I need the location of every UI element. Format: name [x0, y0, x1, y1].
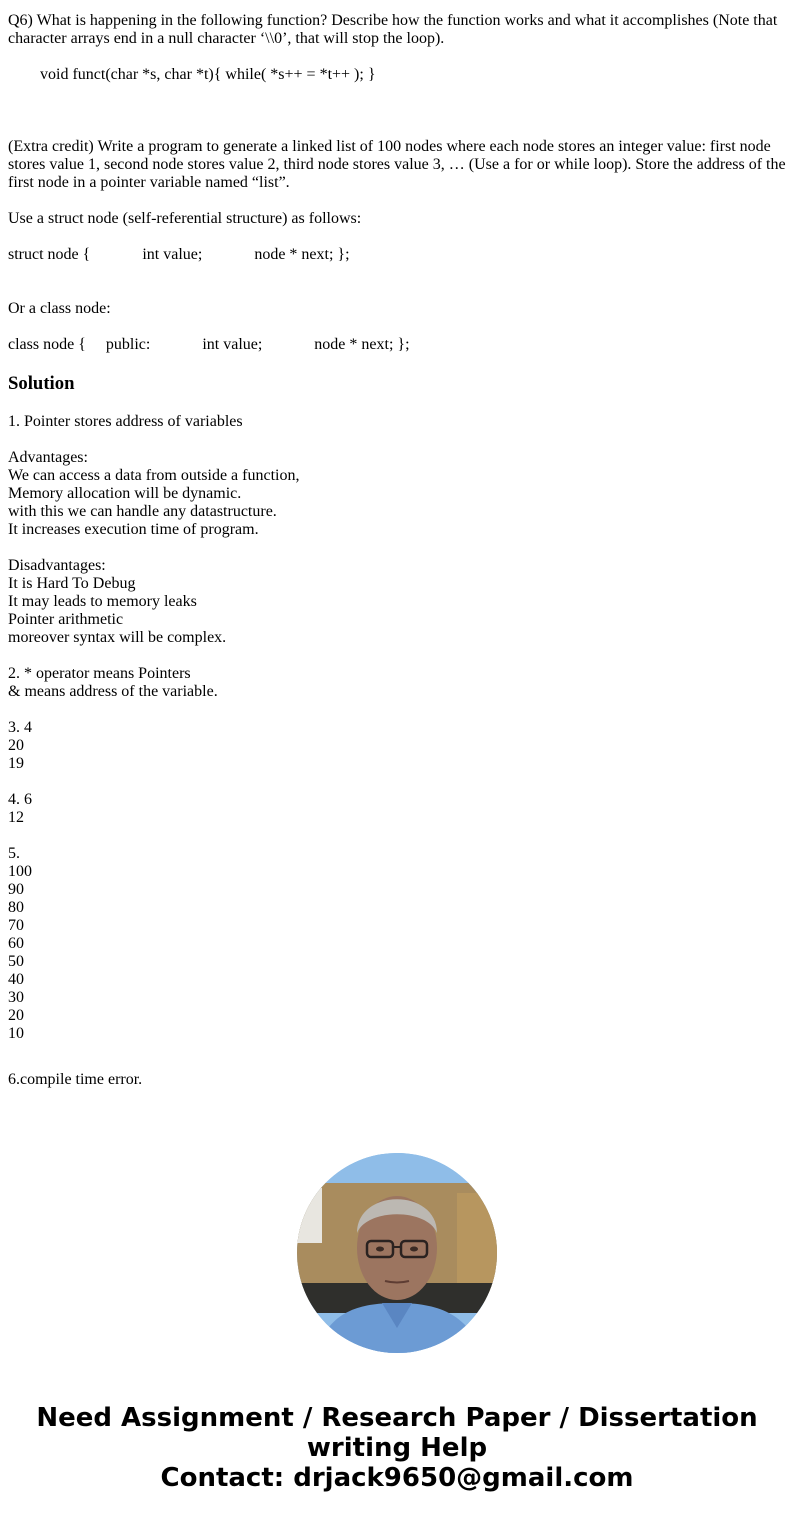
answer-6: 6.compile time error.: [8, 1071, 143, 1088]
answer-5-block: [8, 845, 299, 1043]
answer-2-block: [8, 665, 299, 701]
answer-3-line: 20: [8, 737, 24, 754]
person-portrait-icon: [297, 1153, 497, 1353]
answer-5-line: 5.: [8, 845, 20, 862]
promo-line-2: writing Help: [306, 1433, 488, 1463]
answer-2-line: & means address of the variable.: [8, 683, 218, 700]
advantages-block: [8, 449, 299, 539]
answer-5-line: 30: [8, 989, 24, 1006]
disadvantage-item: moreover syntax will be complex.: [8, 629, 227, 646]
author-avatar: [297, 1153, 497, 1353]
solution-answers: [8, 413, 299, 1061]
use-struct-text: Use a struct node (self-referential structure) as follows:: [8, 210, 362, 227]
answer-3-line: 3. 4: [8, 719, 32, 736]
question-6-code: void funct(char *s, char *t){ while( *s++ = *t++ ); }: [40, 66, 376, 83]
answer-4-line: 4. 6: [8, 791, 32, 808]
answer-5-line: 40: [8, 971, 24, 988]
answer-5-line: 80: [8, 899, 24, 916]
answer-1-title-block: [8, 413, 299, 431]
answer-5-line: 60: [8, 935, 24, 952]
answer-4-block: [8, 791, 299, 827]
advantage-item: We can access a data from outside a function,: [8, 467, 300, 484]
struct-code: struct node { int value; node * next; };: [8, 246, 350, 263]
disadvantage-item: It is Hard To Debug: [8, 575, 136, 592]
advantage-item: Memory allocation will be dynamic.: [8, 485, 242, 502]
class-code: class node { public: int value; node * next; };: [8, 336, 410, 353]
answer-5-line: 20: [8, 1007, 24, 1024]
disadvantage-item: Pointer arithmetic: [8, 611, 124, 628]
advantage-item: It increases execution time of program.: [8, 521, 259, 538]
answer-5-line: 50: [8, 953, 24, 970]
answer-3-line: 19: [8, 755, 24, 772]
advantages-label: Advantages:: [8, 449, 88, 466]
promo-banner: [0, 1403, 794, 1493]
answer-5-line: 70: [8, 917, 24, 934]
answer-5-line: 90: [8, 881, 24, 898]
promo-contact: Contact: drjack9650@gmail.com: [160, 1463, 634, 1493]
answer-1-title: 1. Pointer stores address of variables: [8, 413, 243, 430]
disadvantage-item: It may leads to memory leaks: [8, 593, 197, 610]
extra-credit-text: (Extra credit) Write a program to generate a linked list of 100 nodes where each node stores an integer value: first node stores value 1, second node stores value 2, third node stores value 3, … (Use a for or while loop). Store the address of the first node in a pointer variable named “list”.: [8, 138, 786, 191]
answer-2-line: 2. * operator means Pointers: [8, 665, 191, 682]
disadvantages-label: Disadvantages:: [8, 557, 106, 574]
advantage-item: with this we can handle any datastructure.: [8, 503, 277, 520]
answer-4-line: 12: [8, 809, 24, 826]
promo-line-1: Need Assignment / Research Paper / Dissertation: [36, 1403, 758, 1433]
or-class-text: Or a class node:: [8, 300, 111, 317]
answer-3-block: [8, 719, 299, 773]
solution-heading: Solution: [8, 373, 75, 394]
answer-5-line: 10: [8, 1025, 24, 1042]
question-6-text: Q6) What is happening in the following function? Describe how the function works and what it accomplishes (Note that character arrays end in a null character ‘\\0’, that will stop the loop).: [8, 12, 778, 47]
answer-5-line: 100: [8, 863, 32, 880]
disadvantages-block: [8, 557, 299, 647]
